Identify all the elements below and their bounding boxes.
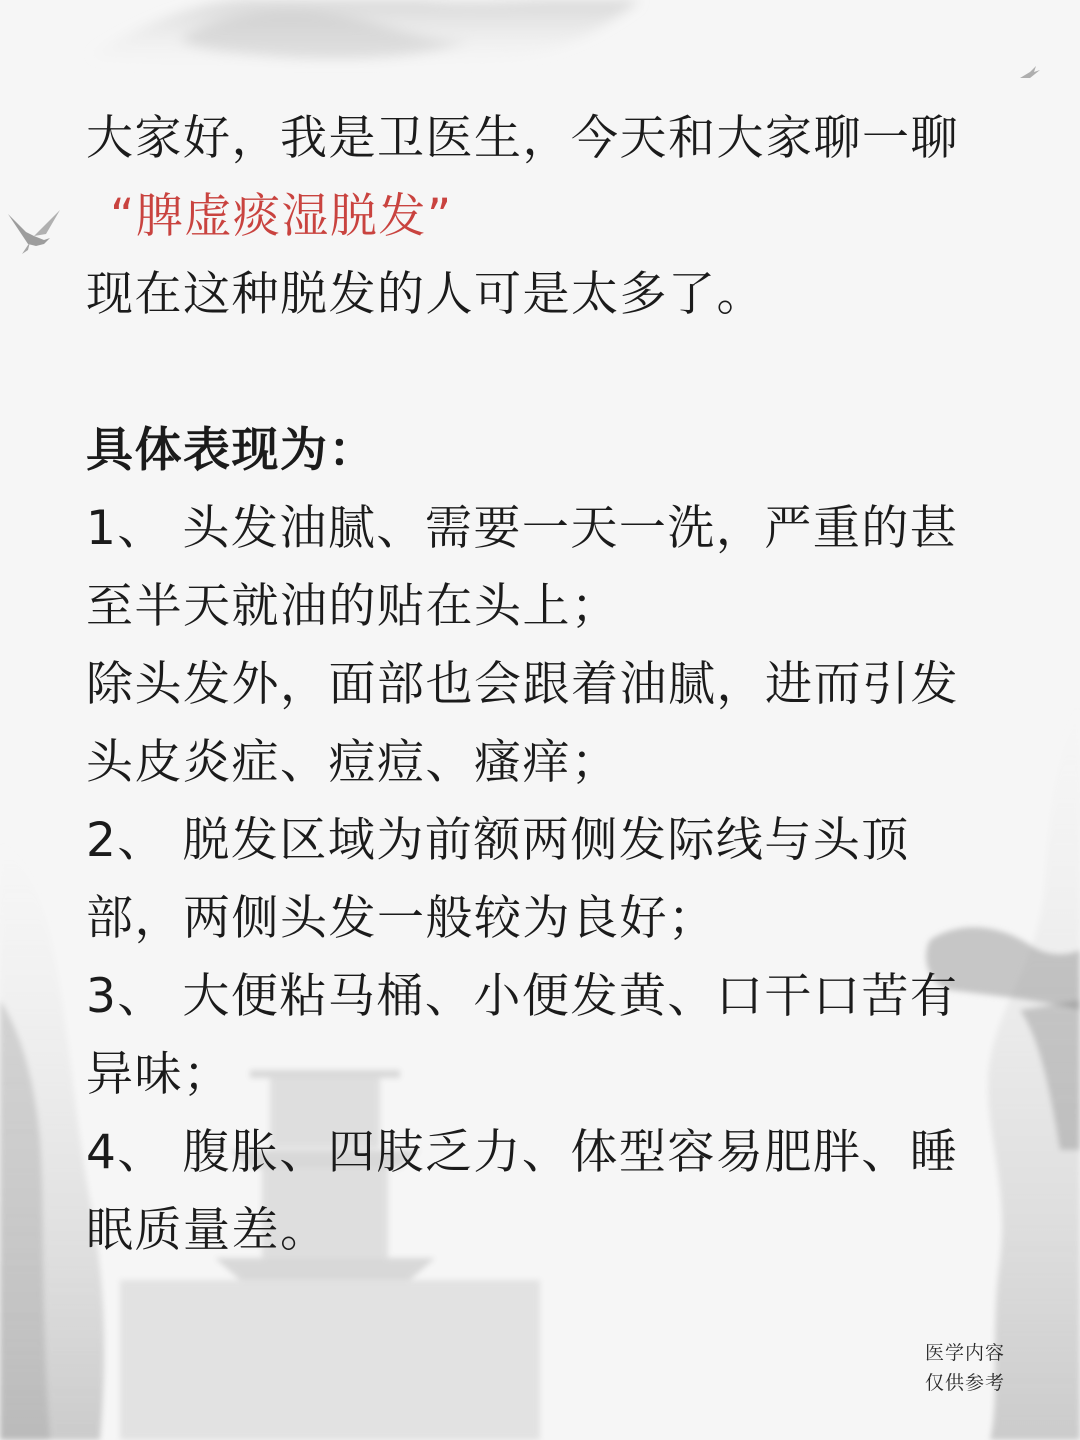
symptom-line: 眠质量差。 [86, 1203, 329, 1258]
disclaimer-note [925, 1338, 1005, 1398]
bird-top-right [1020, 66, 1040, 78]
article-body [86, 100, 1006, 1270]
intro-section [86, 100, 1006, 334]
topic-highlight: “脾虚痰湿脱发” [110, 189, 453, 244]
symptom-line: 1、 头发油腻、需要一天一洗，严重的甚 [86, 501, 959, 556]
symptom-line: 4、 腹胀、四肢乏力、体型容易肥胖、睡 [86, 1125, 959, 1180]
symptom-line: 部，两侧头发一般较为良好； [86, 891, 717, 946]
disclaimer-line-2: 仅供参考 [925, 1372, 1006, 1394]
symptom-line: 3、 大便粘马桶、小便发黄、口干口苦有 [86, 969, 959, 1024]
symptom-line: 头皮炎症、痘痘、瘙痒； [86, 735, 620, 790]
symptom-line: 除头发外，面部也会跟着油腻，进而引发 [86, 657, 959, 712]
intro-statement: 现在这种脱发的人可是太多了。 [86, 267, 765, 322]
symptom-line: 2、 脱发区域为前额两侧发际线与头顶 [86, 813, 910, 868]
disclaimer-line-1: 医学内容 [925, 1342, 1006, 1364]
section-spacer [86, 334, 1006, 412]
symptom-line: 异味； [86, 1047, 232, 1102]
mountain-top-left [90, 0, 640, 66]
symptoms-section [86, 412, 1006, 1270]
symptoms-heading: 具体表现为： [86, 423, 377, 478]
symptom-line: 至半天就油的贴在头上； [86, 579, 620, 634]
greeting-line: 大家好，我是卫医生，今天和大家聊一聊 [86, 111, 959, 166]
crane-bird-left [8, 210, 60, 254]
